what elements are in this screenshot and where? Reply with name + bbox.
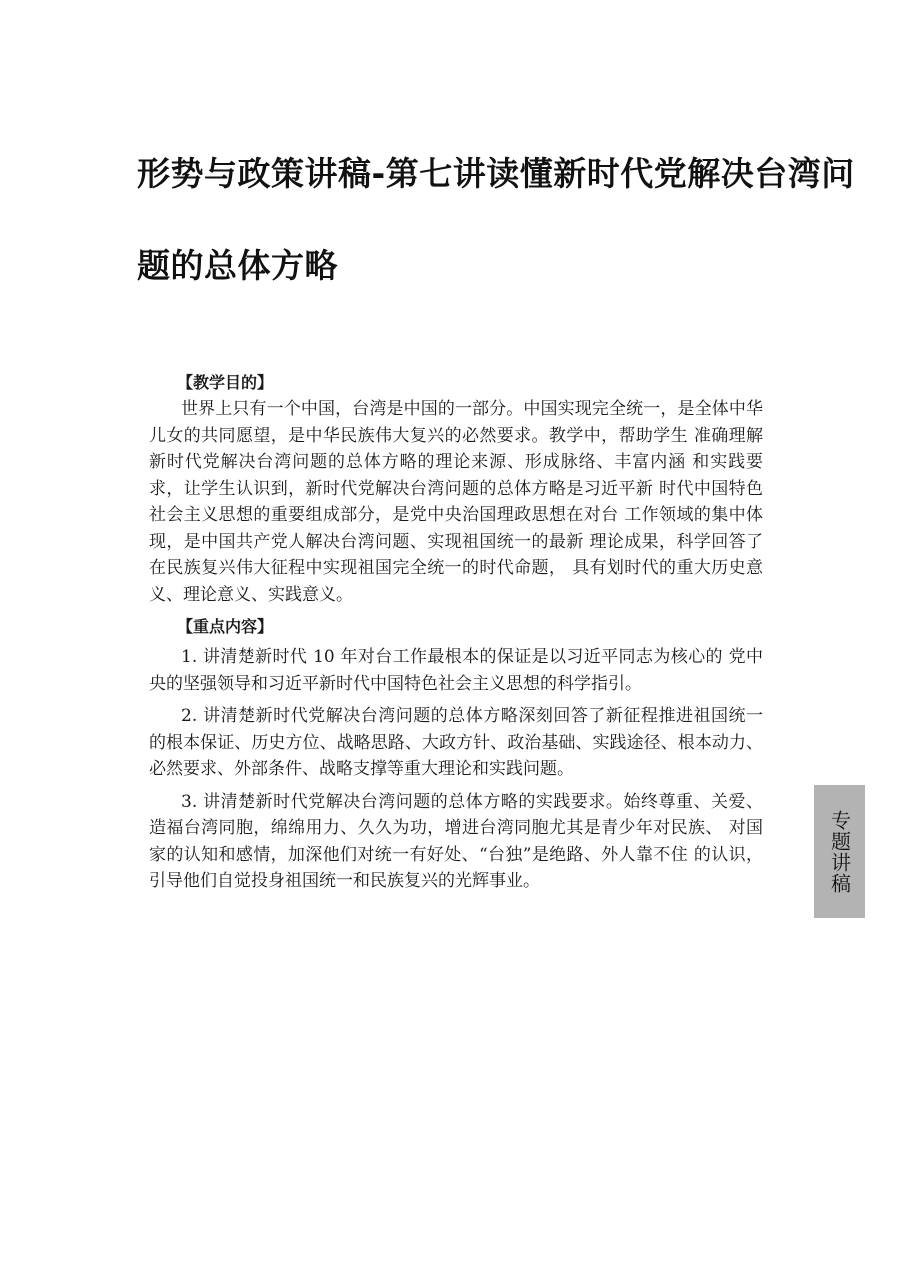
side-tab-label: 专题讲稿 bbox=[827, 809, 852, 894]
page-title: 形势与政策讲稿-第七讲读懂新时代党解决台湾问题的总体方略 bbox=[137, 154, 855, 285]
section-heading-key-content: 【重点内容】 bbox=[177, 617, 274, 636]
list-item: 1. 讲清楚新时代 10 年对台工作最根本的保证是以习近平同志为核心的 党中央的坚强领导和习近平新时代中国特色社会主义思想的科学指引。 bbox=[149, 647, 763, 694]
side-tab bbox=[814, 785, 865, 918]
objective-paragraph: 世界上只有一个中国，台湾是中国的一部分。中国实现完全统一，是全体中华儿女的共同愿望，是中华民族伟大复兴的必然要求。教学中，帮助学生 准确理解新时代党解决台湾问题的总体方略的理论来源、形成脉络、丰富内涵 和实践要求，让学生认识到，新时代党解决台湾问题的总体方略是习近平新 时代中国特色社会主义思想的重要组成部分，是党中央治国理政思想在对台 工作领域的集中体现，是中国共产党人解决台湾问题、实现祖国统一的最新 理论成果，科学回答了在民族复兴伟大征程中实现祖国完全统一的时代命题， 具有划时代的重大历史意义、理论意义、实践意义。 bbox=[149, 399, 763, 605]
section-heading-objective: 【教学目的】 bbox=[177, 373, 274, 392]
list-item: 3. 讲清楚新时代党解决台湾问题的总体方略的实践要求。始终尊重、关爱、造福台湾同胞，绵绵用力、久久为功，增进台湾同胞尤其是青少年对民族、 对国家的认知和感情，加深他们对统一有好处、“台独”是绝路、外人靠不住 的认识，引导他们自觉投身祖国统一和民族复兴的光辉事业。 bbox=[149, 791, 763, 891]
list-item: 2. 讲清楚新时代党解决台湾问题的总体方略深刻回答了新征程推进祖国统一的根本保证、历史方位、战略思路、大政方针、政治基础、实践途径、根本动力、必然要求、外部条件、战略支撑等重大理论和实践问题。 bbox=[149, 706, 763, 779]
document-body bbox=[149, 370, 763, 901]
key-content-list bbox=[149, 644, 763, 895]
